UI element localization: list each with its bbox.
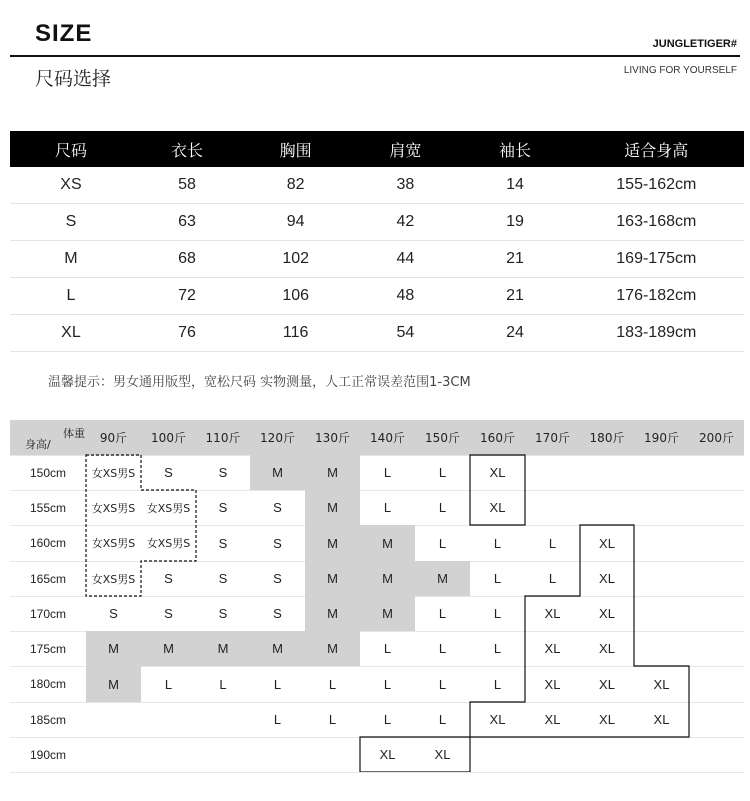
grid-cell: XL (599, 712, 615, 727)
grid-cell: 女XS男S (91, 572, 136, 586)
grid-cell: L (383, 465, 392, 480)
grid-cell: S (218, 465, 228, 480)
grid-cell: L (548, 571, 557, 586)
grid-cell: M (305, 525, 360, 561)
grid-cell: M (86, 666, 141, 702)
grid-cell: S (273, 606, 282, 621)
grid-cell (634, 631, 689, 666)
table-cell: 76 (132, 315, 242, 352)
table-cell: 72 (132, 278, 242, 315)
size-table-header (10, 131, 744, 167)
weight-header: 160斤 (470, 420, 525, 455)
grid-cell: XL (544, 606, 561, 621)
grid-cell: M (360, 525, 415, 561)
table-cell: 94 (242, 204, 349, 241)
table-cell: 48 (349, 278, 461, 315)
grid-cell: XL (489, 500, 506, 515)
grid-cell: M (250, 631, 305, 666)
table-cell: 54 (349, 315, 461, 352)
table-cell: 163-168cm (569, 204, 744, 241)
table-cell: L (10, 278, 132, 315)
col-header-size: 尺码 (10, 131, 132, 167)
height-label: 190cm (29, 747, 67, 762)
grid-cell (689, 596, 744, 631)
grid-cell: 女XS男S (146, 537, 191, 550)
grid-cell: M (305, 455, 360, 490)
table-cell: S (10, 204, 132, 241)
height-label: 170cm (29, 606, 67, 621)
grid-cell: XL (544, 712, 561, 727)
grid-cell: L (493, 571, 502, 586)
grid-cell (689, 631, 744, 666)
grid-cell: S (109, 606, 118, 621)
grid-cell: S (164, 606, 173, 621)
grid-cell: XL (599, 535, 615, 551)
grid-cell: L (383, 712, 392, 727)
grid-cell: L (164, 676, 173, 692)
grid-cell: XL (599, 571, 615, 586)
grid-cell: M (415, 561, 470, 596)
table-cell: M (10, 241, 132, 278)
grid-cell (634, 490, 689, 525)
grid-corner-header (10, 420, 86, 455)
header-divider (10, 55, 740, 57)
weight-header: 190斤 (634, 420, 689, 455)
grid-cell: M (141, 631, 196, 666)
grid-cell: M (250, 455, 305, 490)
grid-cell: M (86, 631, 141, 666)
grid-cell: L (438, 500, 447, 515)
grid-cell (689, 666, 744, 702)
grid-cell (525, 737, 580, 772)
grid-cell (689, 525, 744, 561)
table-cell: 21 (461, 241, 568, 278)
grid-row-divider (10, 772, 744, 773)
grid-cell (634, 737, 689, 772)
brand-name: JUNGLETIGER# (652, 38, 737, 50)
grid-cell: 女XS男S (91, 501, 136, 515)
weight-header: 200斤 (689, 420, 744, 455)
table-cell: 106 (242, 278, 349, 315)
table-cell: XS (10, 167, 132, 204)
grid-cell (196, 702, 250, 737)
grid-cell: M (305, 631, 360, 666)
col-header-length: 衣长 (132, 131, 242, 167)
table-cell: 19 (461, 204, 568, 241)
table-cell: 58 (132, 167, 242, 204)
weight-header: 90斤 (86, 420, 141, 455)
grid-cell: L (438, 712, 447, 727)
grid-cell: XL (379, 747, 396, 762)
grid-cell (689, 702, 744, 737)
table-row (10, 315, 744, 352)
grid-cell: S (218, 606, 228, 621)
grid-cell: S (218, 571, 228, 586)
grid-cell: L (273, 712, 282, 727)
grid-cell (86, 737, 141, 772)
page-title: SIZE (35, 20, 93, 47)
table-cell: 14 (461, 167, 568, 204)
table-cell: 169-175cm (569, 241, 744, 278)
col-header-shoulder: 肩宽 (349, 131, 461, 167)
grid-cell: L (328, 676, 337, 692)
table-cell: 183-189cm (569, 315, 744, 352)
table-row (10, 278, 744, 315)
grid-cell (634, 525, 689, 561)
weight-header: 120斤 (250, 420, 305, 455)
grid-cell: 女XS男S (91, 537, 136, 550)
grid-cell: S (164, 465, 173, 480)
weight-header: 150斤 (415, 420, 470, 455)
height-label: 155cm (29, 500, 67, 515)
grid-cell: XL (599, 606, 615, 621)
brand-slogan: LIVING FOR YOURSELF (623, 65, 737, 76)
grid-cell (305, 737, 360, 772)
grid-cell: L (438, 465, 447, 480)
grid-cell: M (360, 561, 415, 596)
table-row (10, 241, 744, 278)
height-label: 180cm (29, 677, 67, 691)
grid-cell (580, 455, 634, 490)
table-cell: 102 (242, 241, 349, 278)
grid-cell (196, 737, 250, 772)
table-cell: 82 (242, 167, 349, 204)
table-cell: 44 (349, 241, 461, 278)
grid-cell (689, 490, 744, 525)
grid-corner-height-label: 身高/ (25, 438, 51, 451)
grid-cell: L (328, 712, 337, 727)
grid-cell: L (438, 676, 447, 692)
grid-cell (86, 702, 141, 737)
grid-cell: L (493, 641, 502, 656)
table-cell: 63 (132, 204, 242, 241)
grid-cell (580, 490, 634, 525)
table-cell: XL (10, 315, 132, 352)
grid-cell (689, 455, 744, 490)
table-cell: 176-182cm (569, 278, 744, 315)
grid-cell (470, 737, 525, 772)
grid-cell: L (493, 606, 502, 621)
height-label: 160cm (29, 536, 67, 550)
grid-cell: S (273, 500, 282, 515)
grid-cell: M (360, 596, 415, 631)
grid-cell (634, 596, 689, 631)
grid-cell: M (305, 596, 360, 631)
grid-cell: S (164, 571, 173, 586)
table-cell: 24 (461, 315, 568, 352)
size-tip: 温馨提示：男女通用版型，宽松尺码 实物测量，人工正常误差范围1-3CM (48, 375, 471, 390)
grid-cell: M (196, 631, 250, 666)
weight-header: 180斤 (580, 420, 634, 455)
table-cell: 38 (349, 167, 461, 204)
grid-cell: L (383, 676, 392, 692)
height-label: 165cm (29, 571, 67, 586)
grid-cell: S (273, 571, 282, 586)
grid-cell: L (548, 535, 557, 551)
col-header-sleeve: 袖长 (461, 131, 568, 167)
weight-header: 140斤 (360, 420, 415, 455)
table-row (10, 204, 744, 241)
grid-cell (250, 737, 305, 772)
table-row (10, 167, 744, 204)
table-cell: 155-162cm (569, 167, 744, 204)
grid-cell: XL (434, 747, 451, 762)
weight-height-grid (10, 420, 744, 772)
grid-cell: L (219, 676, 227, 692)
grid-cell: S (273, 535, 282, 551)
weight-header: 100斤 (141, 420, 196, 455)
weight-header: 170斤 (525, 420, 580, 455)
grid-cell (141, 702, 196, 737)
grid-cell: M (305, 490, 360, 525)
grid-cell: XL (653, 712, 670, 727)
table-cell: 68 (132, 241, 242, 278)
table-cell: 116 (242, 315, 349, 352)
grid-cell (634, 455, 689, 490)
col-header-chest: 胸围 (242, 131, 349, 167)
col-header-height: 适合身高 (569, 131, 744, 167)
grid-cell (689, 737, 744, 772)
grid-cell (525, 490, 580, 525)
grid-cell: 女XS男S (146, 501, 191, 515)
grid-cell: L (493, 676, 502, 692)
grid-cell: XL (599, 676, 615, 692)
grid-cell (689, 561, 744, 596)
grid-cell (141, 737, 196, 772)
grid-cell (580, 737, 634, 772)
grid-cell (525, 455, 580, 490)
grid-cell: XL (544, 641, 561, 656)
page-subtitle: 尺码选择 (35, 68, 112, 90)
height-label: 185cm (29, 712, 67, 727)
grid-cell: L (438, 641, 447, 656)
grid-cell: M (305, 561, 360, 596)
weight-header: 110斤 (196, 420, 250, 455)
weight-header: 130斤 (305, 420, 360, 455)
grid-cell: 女XS男S (91, 466, 136, 480)
grid-cell: L (493, 535, 502, 551)
grid-cell: XL (599, 641, 615, 656)
grid-cell: L (273, 676, 282, 692)
table-cell: 42 (349, 204, 461, 241)
grid-cell: L (383, 500, 392, 515)
grid-cell: XL (544, 676, 561, 692)
grid-cell: XL (653, 676, 670, 692)
grid-cell: XL (489, 465, 506, 480)
grid-cell (634, 561, 689, 596)
height-label: 150cm (29, 465, 67, 480)
grid-cell: XL (489, 712, 506, 727)
grid-cell: L (383, 641, 392, 656)
grid-cell: S (218, 500, 228, 515)
grid-corner-weight-label: 体重 (63, 427, 85, 440)
grid-cell: L (438, 535, 447, 551)
table-cell: 21 (461, 278, 568, 315)
grid-cell: S (218, 535, 228, 551)
grid-cell: L (438, 606, 447, 621)
height-label: 175cm (29, 641, 67, 656)
size-table (10, 131, 744, 352)
